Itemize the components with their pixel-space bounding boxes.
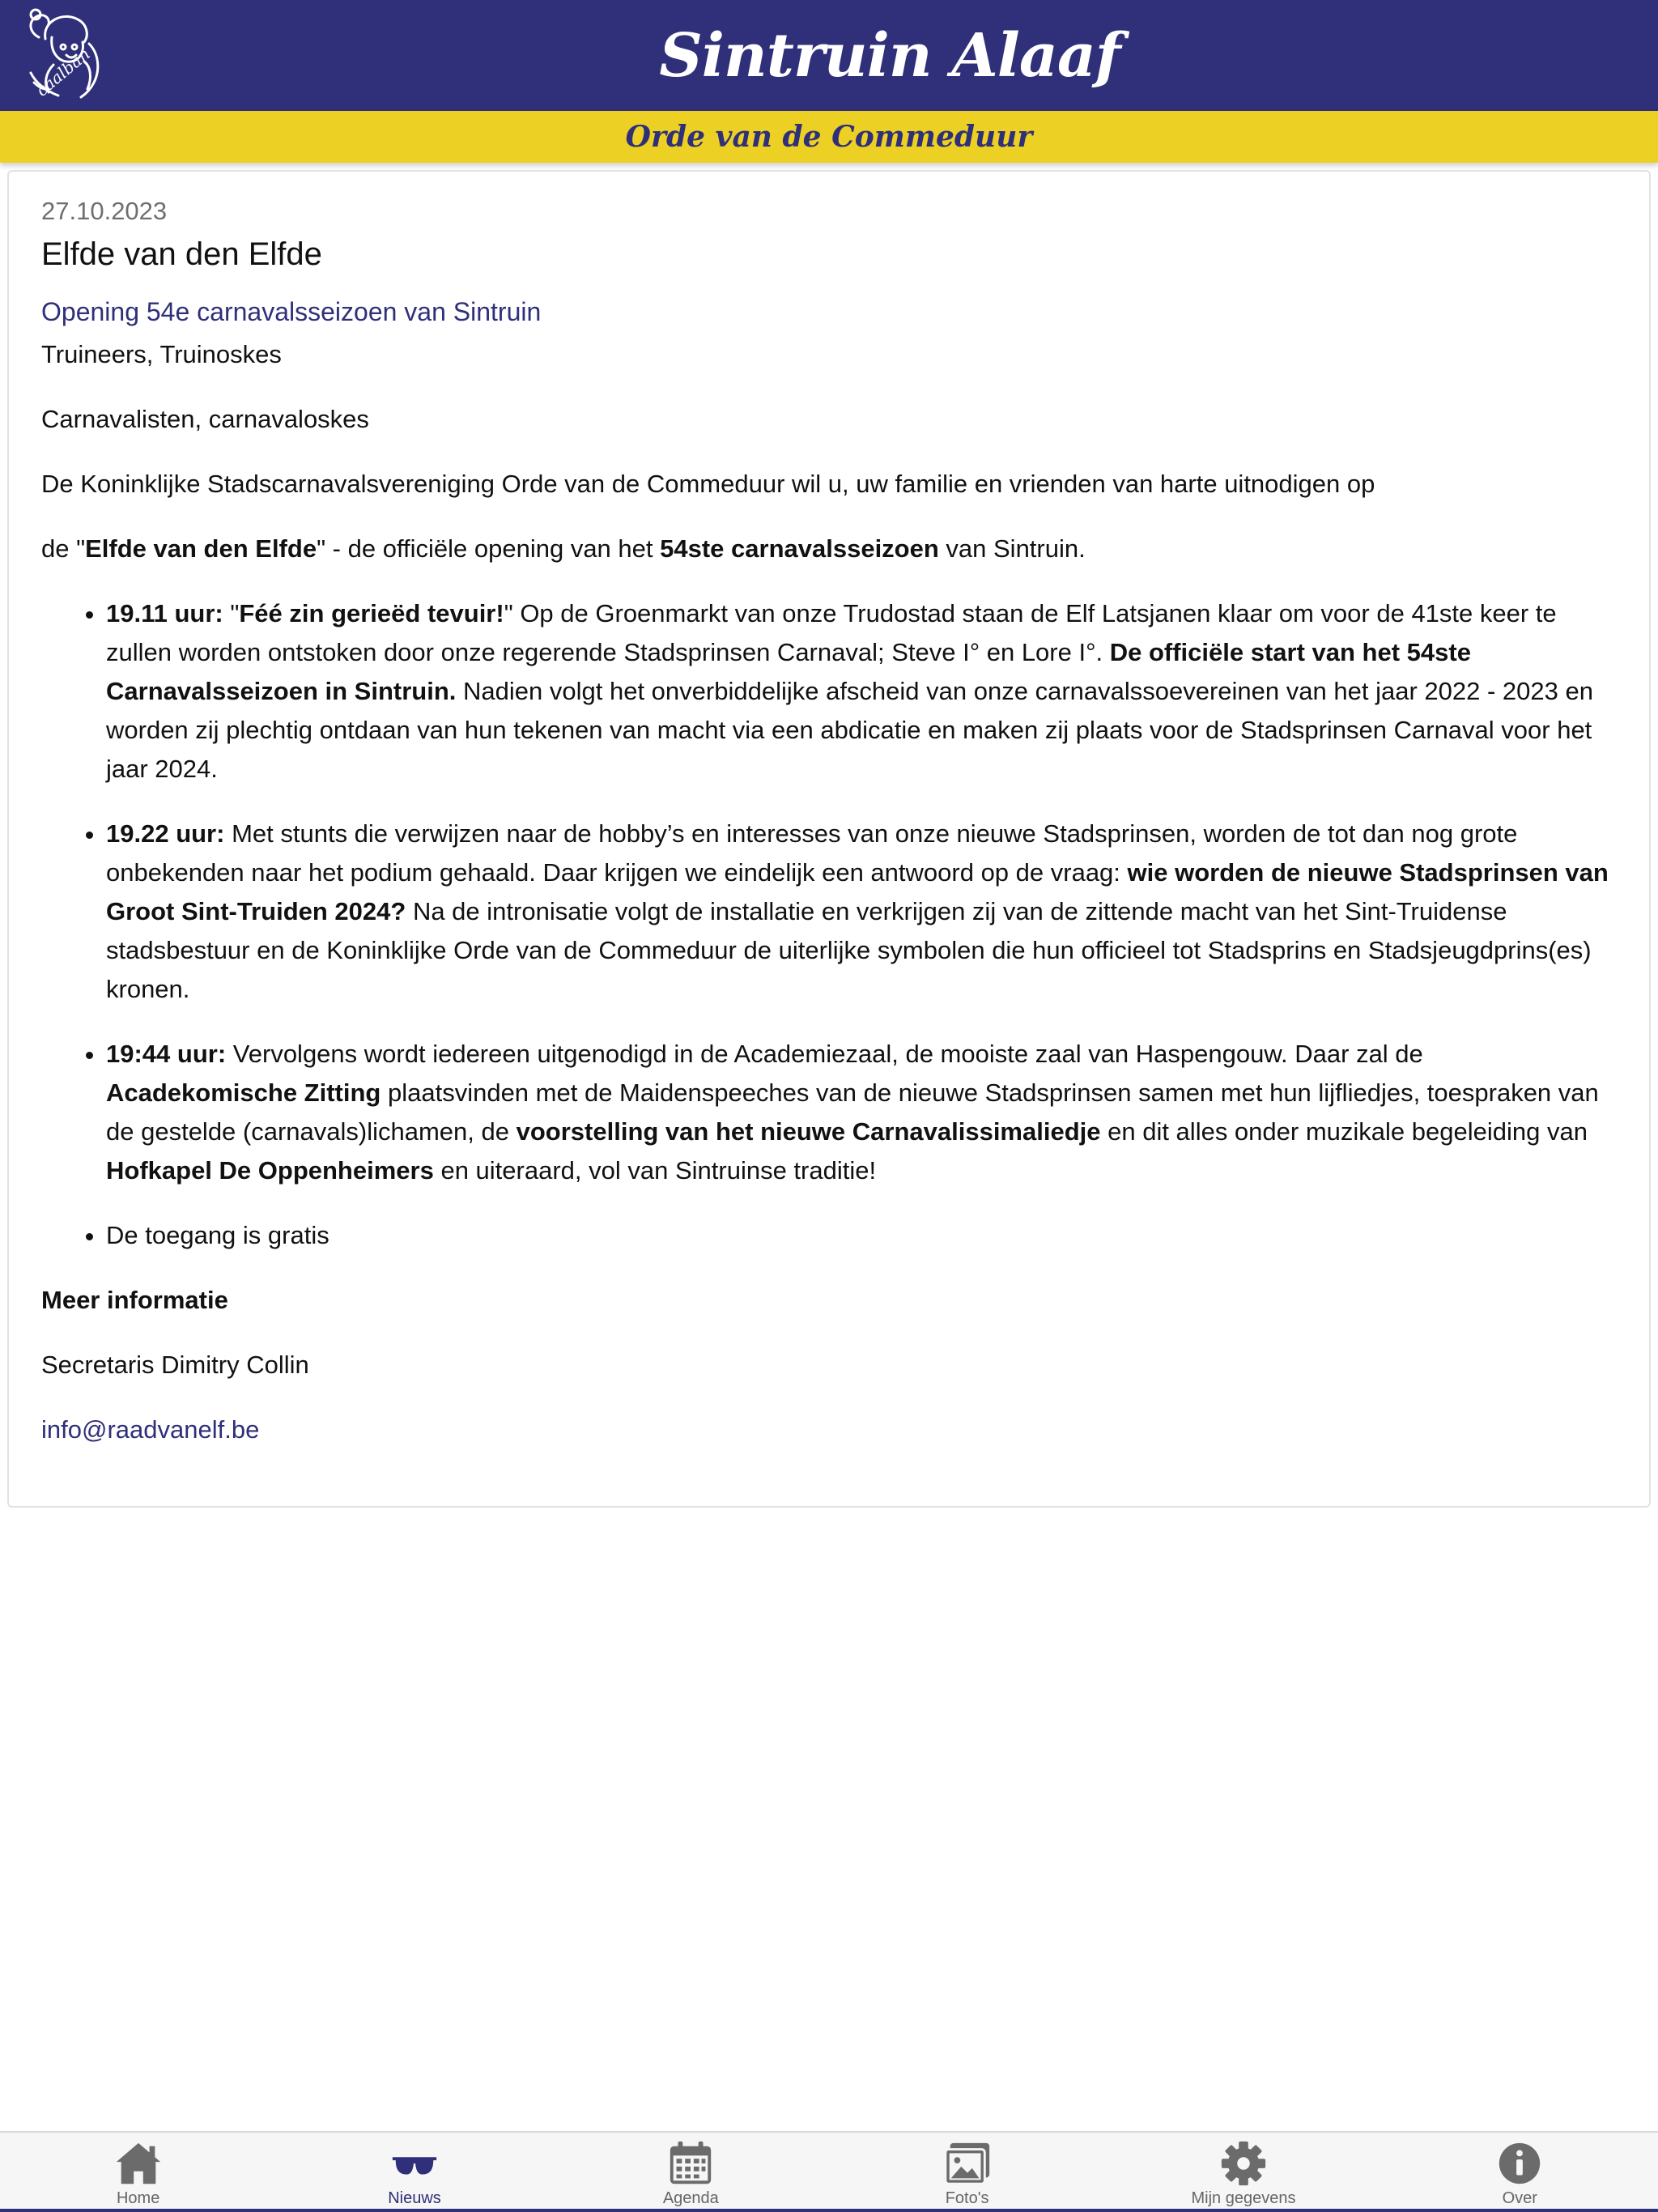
program-text: en uiteraard, vol van Sintruinse traditie! xyxy=(433,1156,877,1185)
program-bold: Hofkapel De Oppenheimers xyxy=(106,1156,434,1185)
program-text: Na de intronisatie volgt de installatie en verkrijgen zij van de zittende macht van het Sint-Truidense stadsbestuur en de Koninklijke Orde van de Commeduur de uiterlijke symbolen die hun officieel tot Stadsprins en Stadsjeugdprins(es) kronen. xyxy=(106,897,1592,1003)
program-bold: Acadekomische Zitting xyxy=(106,1078,381,1107)
program-time: 19.11 uur: xyxy=(106,599,223,627)
program-bold: De officiële start van het 54ste Carnavalsseizoen in Sintruin. xyxy=(106,638,1471,705)
tab-label: Agenda xyxy=(662,2189,719,2207)
home-icon xyxy=(113,2139,164,2188)
article-subtitle: Opening 54e carnavalsseizoen van Sintruin xyxy=(41,297,542,326)
program-bold: wie worden de nieuwe Stadsprinsen van Groot Sint-Truiden 2024? xyxy=(106,858,1609,925)
svg-text:caalban: caalban xyxy=(32,44,94,100)
tab-label: Foto's xyxy=(945,2189,989,2207)
more-info-heading xyxy=(41,1281,1617,1320)
program-text: Met stunts die verwijzen naar de hobby’s en interesses van onze nieuwe Stadsprinsen, worden de tot dan nog grote onbekenden naar het podium gehaald. Daar krijgen we eindelijk een antwoord op de vraag: xyxy=(106,819,1518,887)
program-bold: voorstelling van het nieuwe Carnavalissimaliedje xyxy=(516,1117,1101,1146)
photos-icon xyxy=(942,2139,993,2188)
article-date: 27.10.2023 xyxy=(41,197,168,225)
app-title: Sintruin Alaaf xyxy=(659,20,1120,91)
opening-text: van Sintruin. xyxy=(938,534,1086,563)
tab-label: Over xyxy=(1502,2189,1537,2207)
program-text: Nadien volgt het onverbiddelijke afscheid van onze carnavalssoevereinen van het jaar 2022 - 2023 en worden zij plechtig ontdaan van hun tekenen van macht via een abdicatie en maken zij plaats voor de Stadsprinsen Carnaval voor het jaar 2024. xyxy=(106,677,1593,783)
program-text: De toegang is gratis xyxy=(106,1221,329,1249)
tab-label: Mijn gegevens xyxy=(1191,2189,1296,2207)
more-info-label: Meer informatie xyxy=(41,1286,228,1314)
program-time: 19.22 uur: xyxy=(106,819,225,848)
intro-paragraph: De Koninklijke Stadscarnavalsvereniging Orde van de Commeduur wil u, uw familie en vrienden van harte uitnodigen op xyxy=(41,470,1375,498)
article-title: Elfde van den Elfde xyxy=(41,236,322,272)
program-text: " xyxy=(223,599,240,627)
opening-paragraph xyxy=(41,530,1617,568)
program-item xyxy=(106,1035,1617,1190)
tab-label: Nieuws xyxy=(388,2189,441,2207)
tab-mijn-gegevens[interactable] xyxy=(1105,2133,1381,2212)
opening-bold-event: Elfde van den Elfde xyxy=(85,534,317,563)
tab-label: Home xyxy=(116,2189,160,2207)
info-icon xyxy=(1494,2139,1545,2188)
calendar-icon xyxy=(665,2139,716,2188)
contact-email-link[interactable]: info@raadvanelf.be xyxy=(41,1415,260,1444)
program-text: en dit alles onder muzikale begeleiding van xyxy=(1100,1117,1588,1146)
news-article-card xyxy=(7,170,1651,1508)
program-item xyxy=(106,594,1617,789)
gear-icon xyxy=(1218,2139,1269,2188)
program-list xyxy=(41,594,1617,1255)
greeting-line-1: Truineers, Truinoskes xyxy=(41,340,282,368)
tab-over[interactable] xyxy=(1382,2133,1658,2212)
article-content xyxy=(41,196,1617,1449)
greeting-line-2: Carnavalisten, carnavaloskes xyxy=(41,405,369,433)
tab-agenda[interactable] xyxy=(553,2133,829,2212)
bottom-tab-bar xyxy=(0,2131,1658,2212)
contact-person: Secretaris Dimitry Collin xyxy=(41,1351,309,1379)
app-header xyxy=(0,0,1658,111)
program-time: 19:44 uur: xyxy=(106,1040,227,1068)
tab-home[interactable] xyxy=(0,2133,276,2212)
tab-nieuws[interactable] xyxy=(276,2133,552,2212)
program-item xyxy=(106,815,1617,1009)
program-item xyxy=(106,1216,1617,1255)
contact-email-paragraph xyxy=(41,1410,1617,1449)
program-text: plaatsvinden met de Maidenspeeches van de nieuwe Stadsprinsen samen met hun lijfliedjes, toespraken van de gestelde (carnavals)lichamen, de xyxy=(106,1078,1599,1146)
opening-bold-season: 54ste carnavalsseizoen xyxy=(660,534,939,563)
opening-text: de " xyxy=(41,534,86,563)
program-bold: Féé zin gerieëd tevuir! xyxy=(239,599,504,627)
program-text: Vervolgens wordt iedereen uitgenodigd in de Academiezaal, de mooiste zaal van Haspengouw. Daar zal de xyxy=(226,1040,1423,1068)
opening-text: " - de officiële opening van het xyxy=(317,534,661,563)
app-subtitle: Orde van de Commeduur xyxy=(0,111,1658,163)
tab-bar-underline xyxy=(0,2209,1658,2212)
sunglasses-icon xyxy=(389,2139,440,2188)
program-text: " Op de Groenmarkt van onze Trudostad staan de Elf Latsjanen klaar om voor de 41ste keer te zullen worden ontstoken door onze regerende Stadsprinsen Carnaval; Steve I° en Lore I°. xyxy=(106,599,1557,666)
tab-fotos[interactable] xyxy=(829,2133,1105,2212)
